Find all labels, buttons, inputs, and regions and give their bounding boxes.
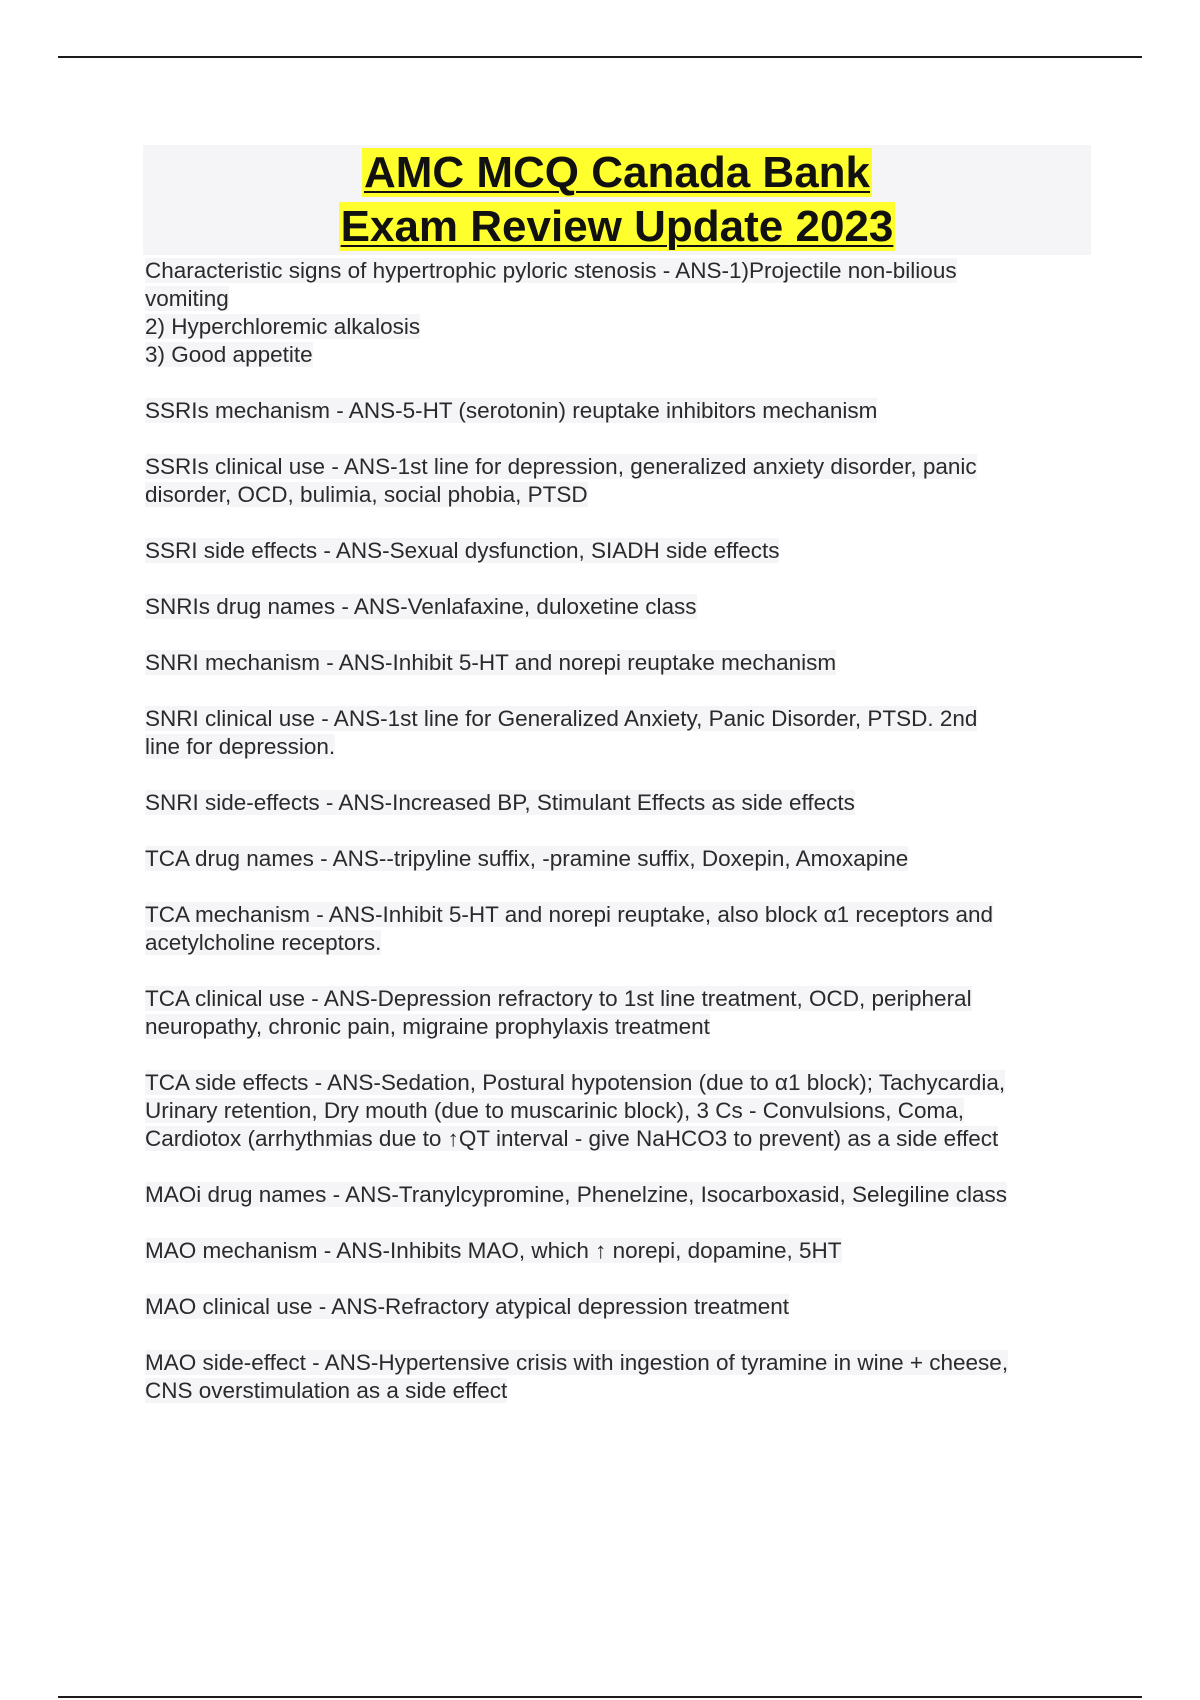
qa-line-text: neuropathy, chronic pain, migraine prophylaxis treatment <box>145 1014 710 1039</box>
qa-line <box>145 985 1090 1013</box>
qa-line-text: 2) Hyperchloremic alkalosis <box>145 314 421 339</box>
title-line-2: Exam Review Update 2023 <box>340 202 894 251</box>
qa-line-text: vomiting <box>145 286 229 311</box>
qa-line <box>145 1069 1090 1097</box>
qa-item <box>145 901 1090 957</box>
qa-line <box>145 453 1090 481</box>
qa-line <box>145 649 1090 677</box>
qa-line <box>145 397 1090 425</box>
bottom-rule <box>58 1696 1142 1698</box>
qa-line <box>145 313 1090 341</box>
qa-line <box>145 1125 1090 1153</box>
qa-line <box>145 929 1090 957</box>
qa-line-text: Characteristic signs of hypertrophic pyloric stenosis - ANS-1)Projectile non-bilious <box>145 258 957 283</box>
qa-line-text: acetylcholine receptors. <box>145 930 382 955</box>
qa-line <box>145 733 1090 761</box>
qa-line-text: Urinary retention, Dry mouth (due to muscarinic block), 3 Cs - Convulsions, Coma, <box>145 1098 965 1123</box>
qa-line-text: TCA drug names - ANS--tripyline suffix, -pramine suffix, Doxepin, Amoxapine <box>145 846 909 871</box>
qa-line-text: 3) Good appetite <box>145 342 313 367</box>
qa-line <box>145 901 1090 929</box>
qa-line <box>145 593 1090 621</box>
qa-item <box>145 1181 1090 1209</box>
qa-line-text: SSRIs mechanism - ANS-5-HT (serotonin) reuptake inhibitors mechanism <box>145 398 878 423</box>
qa-line-text: TCA mechanism - ANS-Inhibit 5-HT and norepi reuptake, also block α1 receptors and <box>145 902 994 927</box>
qa-line-text: SNRI clinical use - ANS-1st line for Generalized Anxiety, Panic Disorder, PTSD. 2nd <box>145 706 978 731</box>
qa-item <box>145 1293 1090 1321</box>
qa-line <box>145 705 1090 733</box>
qa-item <box>145 1069 1090 1153</box>
qa-item <box>145 845 1090 873</box>
qa-item <box>145 1349 1090 1405</box>
qa-item <box>145 453 1090 509</box>
qa-line <box>145 1293 1090 1321</box>
qa-line <box>145 481 1090 509</box>
qa-line-text: TCA side effects - ANS-Sedation, Postural hypotension (due to α1 block); Tachycardia, <box>145 1070 1006 1095</box>
qa-line-text: SNRI mechanism - ANS-Inhibit 5-HT and norepi reuptake mechanism <box>145 650 837 675</box>
qa-line-text: Cardiotox (arrhythmias due to ↑QT interval - give NaHCO3 to prevent) as a side effect <box>145 1126 999 1151</box>
qa-line-text: SNRI side-effects - ANS-Increased BP, Stimulant Effects as side effects <box>145 790 855 815</box>
qa-item <box>145 705 1090 761</box>
top-rule <box>58 56 1142 58</box>
qa-line <box>145 1349 1090 1377</box>
qa-item <box>145 649 1090 677</box>
qa-line <box>145 257 1090 285</box>
qa-line <box>145 1097 1090 1125</box>
qa-line <box>145 789 1090 817</box>
qa-line <box>145 537 1090 565</box>
qa-line-text: MAO mechanism - ANS-Inhibits MAO, which ↑ norepi, dopamine, 5HT <box>145 1238 842 1263</box>
qa-line <box>145 1013 1090 1041</box>
qa-list <box>145 257 1090 1433</box>
qa-line-text: disorder, OCD, bulimia, social phobia, PTSD <box>145 482 588 507</box>
qa-item <box>145 789 1090 817</box>
qa-line <box>145 845 1090 873</box>
qa-line-text: SSRIs clinical use - ANS-1st line for depression, generalized anxiety disorder, panic <box>145 454 977 479</box>
qa-item <box>145 985 1090 1041</box>
qa-item <box>145 537 1090 565</box>
document-title <box>143 146 1091 254</box>
qa-line <box>145 1237 1090 1265</box>
qa-line <box>145 1377 1090 1405</box>
qa-line-text: CNS overstimulation as a side effect <box>145 1378 508 1403</box>
qa-item <box>145 1237 1090 1265</box>
qa-line-text: MAOi drug names - ANS-Tranylcypromine, Phenelzine, Isocarboxasid, Selegiline class <box>145 1182 1008 1207</box>
qa-item <box>145 257 1090 369</box>
qa-line-text: MAO side-effect - ANS-Hypertensive crisis with ingestion of tyramine in wine + cheese, <box>145 1350 1009 1375</box>
qa-item <box>145 397 1090 425</box>
qa-line-text: SSRI side effects - ANS-Sexual dysfunction, SIADH side effects <box>145 538 780 563</box>
qa-line-text: SNRIs drug names - ANS-Venlafaxine, duloxetine class <box>145 594 697 619</box>
qa-line-text: TCA clinical use - ANS-Depression refractory to 1st line treatment, OCD, peripheral <box>145 986 972 1011</box>
qa-line <box>145 285 1090 313</box>
qa-line <box>145 1181 1090 1209</box>
title-line-1: AMC MCQ Canada Bank <box>363 148 871 197</box>
qa-line <box>145 341 1090 369</box>
qa-line-text: MAO clinical use - ANS-Refractory atypical depression treatment <box>145 1294 789 1319</box>
qa-line-text: line for depression. <box>145 734 336 759</box>
qa-item <box>145 593 1090 621</box>
